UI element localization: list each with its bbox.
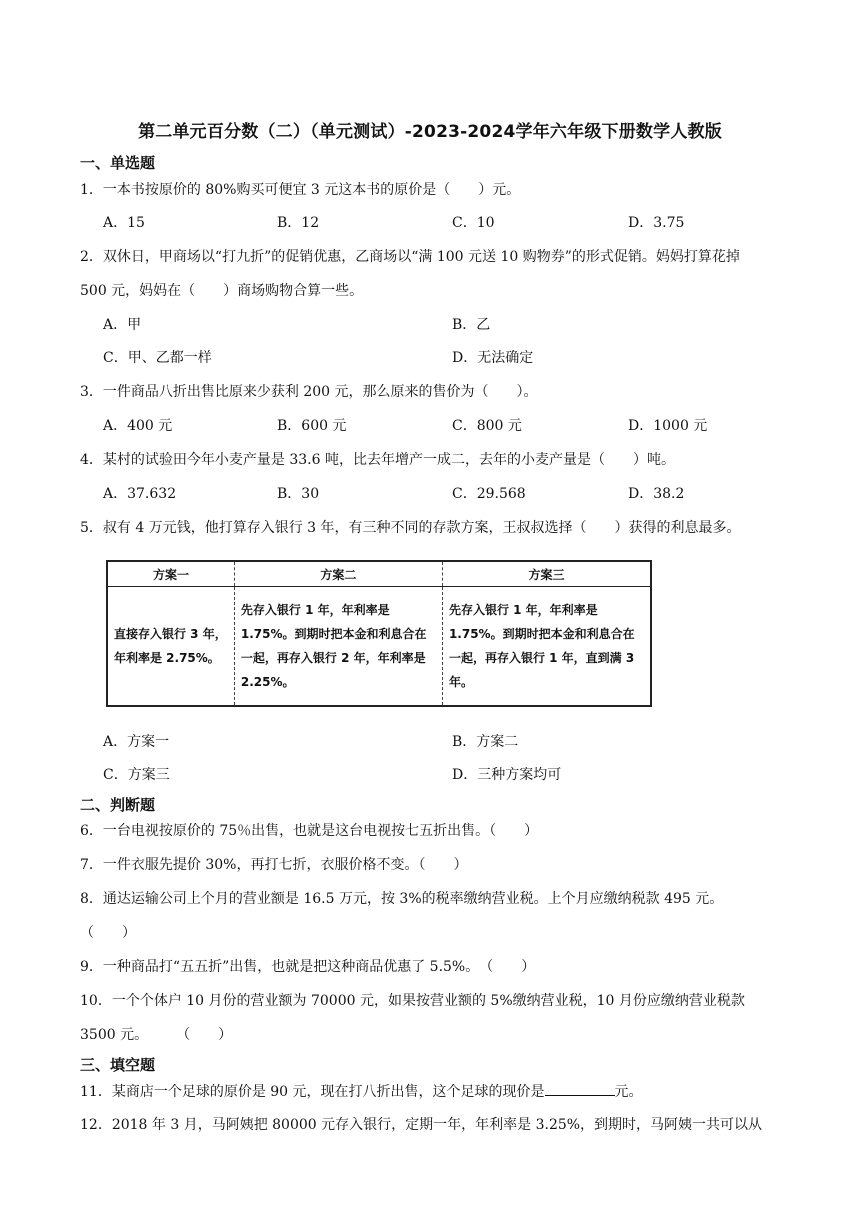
q5-option-b: B．方案二 [452,734,519,750]
q4-option-b: B．30 [277,486,320,502]
q3-option-c: C．800 元 [452,418,522,434]
q2-option-d: D．无法确定 [452,350,534,366]
question-11-unit: 元。 [614,1084,643,1100]
question-10-line-1: 10．一个个体户 10 月份的营业额为 70000 元，如果按营业额的 5%缴纳营业税，10 月份应缴纳营业税款 [80,993,745,1009]
question-6: 6．一台电视按原价的 75％出售，也就是这台电视按七五折出售。（ ） [80,823,539,839]
q3-option-b: B．600 元 [277,418,347,434]
question-7: 7．一件衣服先提价 30%，再打七折，衣服价格不变。（ ） [80,857,468,873]
q5-option-d: D．三种方案均可 [452,767,562,783]
question-8-line-2: （ ） [80,925,136,941]
page-title: 第二单元百分数（二）（单元测试）-2023-2024学年六年级下册数学人教版 [138,122,722,142]
section-heading-single-choice: 一、单选题 [80,154,156,172]
question-11 [80,1081,820,1102]
table-cell-plan-1: 直接存入银行 3 年，年利率是 2.75%。 [107,587,234,707]
q4-option-c: C．29.568 [452,486,526,502]
question-8-line-1: 8．通达运输公司上个月的营业额是 16.5 万元，按 3%的税率缴纳营业税。上个月应缴纳税款 495 元。 [80,891,724,907]
table-row [107,587,651,707]
question-5: 5．叔有 4 万元钱，他打算存入银行 3 年，有三种不同的存款方案，王叔叔选择（ ）获得的利息最多。 [80,520,741,536]
section-heading-fill-blank: 三、填空题 [80,1056,156,1074]
section-heading-true-false: 二、判断题 [80,796,156,814]
question-2-line-2: 500 元，妈妈在（ ）商场购物合算一些。 [80,283,364,299]
question-3: 3．一件商品八折出售比原来少获利 200 元，那么原来的售价为（ ）。 [80,384,538,400]
answer-blank [545,1081,615,1096]
question-1: 1．一本书按原价的 80%购买可便宜 3 元这本书的原价是（ ）元。 [80,182,521,198]
table-cell-plan-3: 先存入银行 1 年，年利率是 1.75%。到期时把本金和利息合在一起，再存入银行 1 年，直到满 3 年。 [448,603,635,689]
table-header-plan-2: 方案二 [234,561,442,587]
q5-option-c: C．方案三 [103,767,170,783]
table-cell-plan-2: 先存入银行 1 年，年利率是 1.75%。到期时把本金和利息合在一起，再存入银行 2 年，年利率是 2.25%。 [234,587,442,707]
q1-option-a: A．15 [103,215,145,231]
question-11-text: 11．某商店一个足球的原价是 90 元，现在打八折出售，这个足球的现价是 [80,1084,545,1100]
deposit-plan-table [106,560,652,707]
q3-option-a: A．400 元 [103,418,173,434]
question-12: 12．2018 年 3 月，马阿姨把 80000 元存入银行，定期一年，年利率是 3.25%，到期时，马阿姨一共可以从 [80,1117,763,1133]
question-4: 4．某村的试验田今年小麦产量是 33.6 吨，比去年增产一成二，去年的小麦产量是（ ）吨。 [80,452,675,468]
table-header-row [107,561,651,587]
question-10-line-2: 3500 元。 （ ） [80,1027,233,1043]
q5-option-a: A．方案一 [103,734,170,750]
q2-option-c: C．甲、乙都一样 [103,350,212,366]
question-2-line-1: 2．双休日，甲商场以“打九折”的促销优惠，乙商场以“满 100 元送 10 购物券”的形式促销。妈妈打算花掉 [80,249,740,265]
question-9: 9．一种商品打“五五折”出售，也就是把这种商品优惠了 5.5%。 （ ） [80,959,536,975]
q2-option-b: B．乙 [452,317,491,333]
q1-option-c: C．10 [452,215,495,231]
q1-option-d: D．3.75 [628,215,685,231]
q4-option-d: D．38.2 [628,486,685,502]
table-header-plan-3: 方案三 [442,561,651,587]
q2-option-a: A．甲 [103,317,142,333]
table-header-plan-1: 方案一 [107,561,234,587]
q1-option-b: B．12 [277,215,320,231]
q4-option-a: A．37.632 [103,486,177,502]
q3-option-d: D．1000 元 [628,418,708,434]
